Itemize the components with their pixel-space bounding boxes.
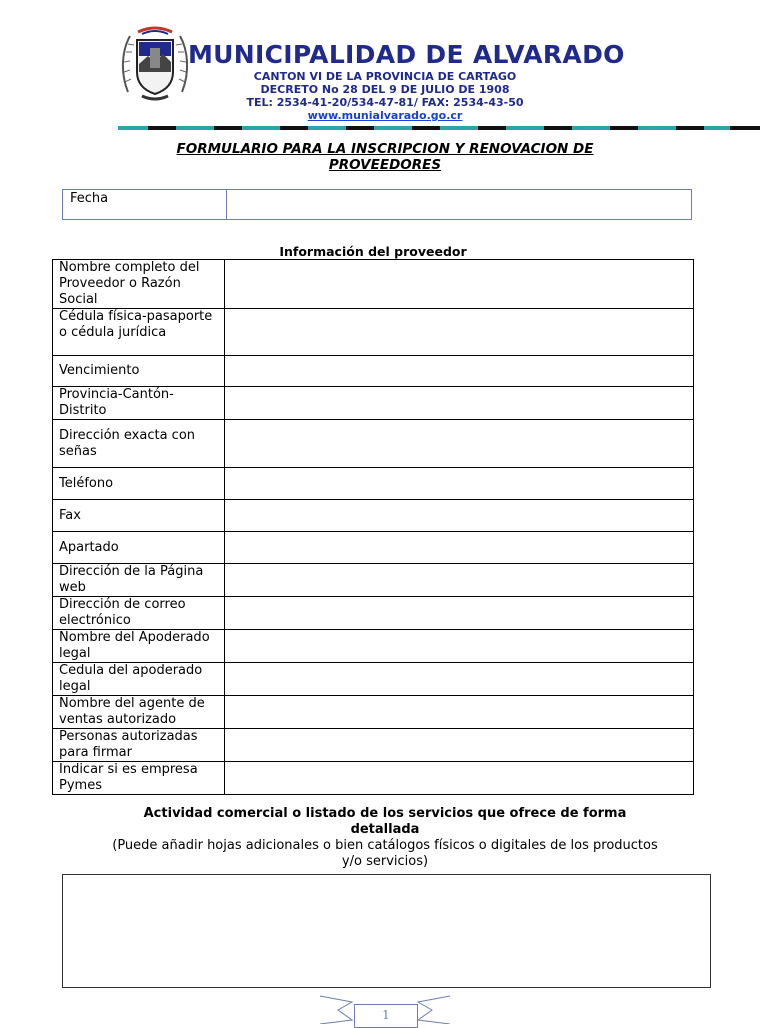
table-row — [53, 696, 694, 729]
page-footer — [318, 994, 452, 1024]
table-row — [53, 468, 694, 500]
table-row — [53, 630, 694, 663]
row-label: Nombre del agente de ventas autorizado — [53, 696, 225, 729]
date-field-row — [62, 189, 692, 220]
table-row — [53, 356, 694, 387]
row-input[interactable] — [225, 564, 694, 597]
activity-instructions: (Puede añadir hojas adicionales o bien catálogos físicos o digitales de los productos y/o servicios) — [112, 838, 658, 869]
row-label: Cédula física-pasaporte o cédula jurídica — [53, 309, 225, 356]
row-label: Indicar si es empresa Pymes — [53, 762, 225, 795]
table-row — [53, 729, 694, 762]
header-phone-line: TEL: 2534-41-20/534-47-81/ FAX: 2534-43-50 — [246, 96, 524, 109]
row-label: Nombre completo del Proveedor o Razón Social — [53, 260, 225, 309]
row-input[interactable] — [225, 420, 694, 468]
row-label: Apartado — [53, 532, 225, 564]
provider-info-heading: Información del proveedor — [279, 244, 467, 259]
header-province-line: CANTON VI DE LA PROVINCIA DE CARTAGO — [253, 70, 517, 83]
page-number: 1 — [354, 1004, 418, 1028]
row-label: Cedula del apoderado legal — [53, 663, 225, 696]
row-input[interactable] — [225, 387, 694, 420]
table-row — [53, 387, 694, 420]
row-input[interactable] — [225, 309, 694, 356]
form-title — [110, 141, 660, 173]
form-title-line-2: PROVEEDORES — [328, 157, 442, 173]
row-input[interactable] — [225, 696, 694, 729]
date-input[interactable] — [227, 190, 691, 219]
row-input[interactable] — [225, 500, 694, 532]
row-input[interactable] — [225, 532, 694, 564]
row-input[interactable] — [225, 630, 694, 663]
municipal-seal-icon — [120, 22, 190, 104]
activity-heading: Actividad comercial o listado de los servicios que ofrece de forma detallada — [143, 806, 627, 837]
table-row — [53, 260, 694, 309]
row-input[interactable] — [225, 762, 694, 795]
row-input[interactable] — [225, 597, 694, 630]
header-decree-line: DECRETO No 28 DEL 9 DE JULIO DE 1908 — [260, 83, 510, 96]
provider-info-table — [52, 259, 694, 795]
activity-textarea[interactable] — [62, 874, 711, 988]
row-label: Dirección exacta con señas — [53, 420, 225, 468]
table-row — [53, 564, 694, 597]
table-row — [53, 420, 694, 468]
row-input[interactable] — [225, 260, 694, 309]
row-input[interactable] — [225, 468, 694, 500]
row-label: Provincia-Cantón-Distrito — [53, 387, 225, 420]
table-row — [53, 500, 694, 532]
row-label: Dirección de la Página web — [53, 564, 225, 597]
date-label: Fecha — [63, 190, 227, 219]
organization-name: MUNICIPALIDAD DE ALVARADO — [188, 40, 625, 69]
row-input[interactable] — [225, 729, 694, 762]
row-label: Vencimiento — [53, 356, 225, 387]
table-row — [53, 762, 694, 795]
row-input[interactable] — [225, 663, 694, 696]
row-label: Teléfono — [53, 468, 225, 500]
row-label: Personas autorizadas para firmar — [53, 729, 225, 762]
table-row — [53, 532, 694, 564]
header-website-link[interactable]: www.munialvarado.go.cr — [307, 109, 463, 122]
row-label: Dirección de correo electrónico — [53, 597, 225, 630]
table-row — [53, 309, 694, 356]
row-label: Fax — [53, 500, 225, 532]
form-title-line-1: FORMULARIO PARA LA INSCRIPCION Y RENOVACION DE — [176, 141, 594, 157]
row-label: Nombre del Apoderado legal — [53, 630, 225, 663]
row-input[interactable] — [225, 356, 694, 387]
header-divider — [118, 126, 760, 130]
table-row — [53, 597, 694, 630]
table-row — [53, 663, 694, 696]
